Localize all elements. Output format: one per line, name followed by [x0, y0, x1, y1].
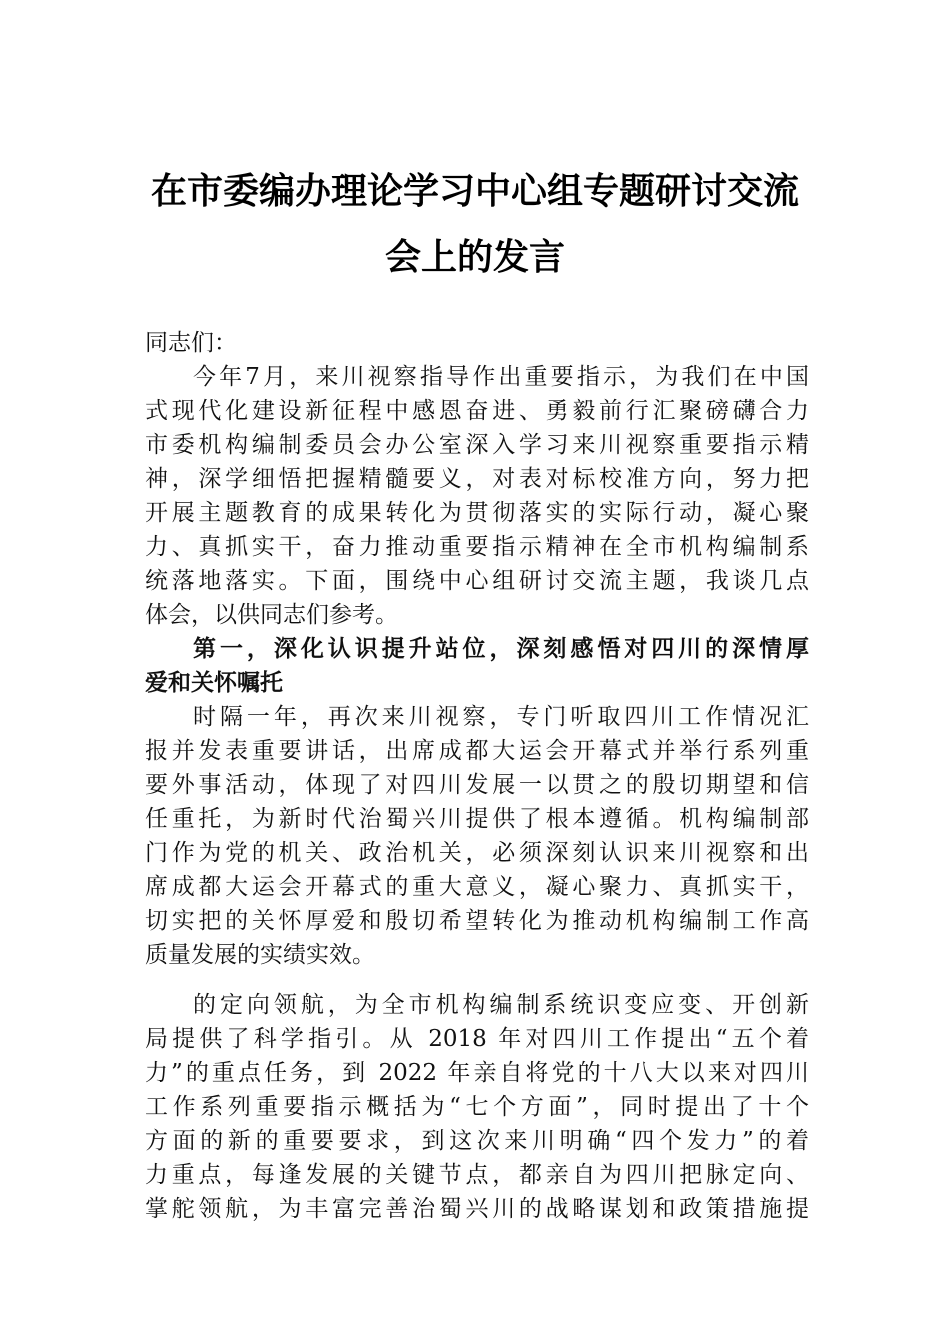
paragraph-line: 的定向领航，为全市机构编制系统识变应变、开创新 [193, 992, 809, 1018]
paragraph-line: 开展主题教育的成果转化为贯彻落实的实际行动，凝心聚 [145, 500, 809, 526]
paragraph-line: 力重点，每逢发展的关键节点，都亲自为四川把脉定向、 [145, 1162, 809, 1188]
document-title-line-1: 在市委编办理论学习中心组专题研讨交流 [150, 170, 799, 212]
paragraph-line: 方面的新的重要要求，到这次来川明确“四个发力”的着 [145, 1128, 809, 1154]
paragraph-line: 市委机构编制委员会办公室深入学习来川视察重要指示精 [145, 432, 809, 458]
paragraph-line: 局提供了科学指引。从 2018 年对四川工作提出“五个着 [145, 1026, 809, 1052]
paragraph-line: 工作系列重要指示概括为“七个方面”，同时提出了十个 [145, 1094, 809, 1120]
paragraph-line: 掌舵领航，为丰富完善治蜀兴川的战略谋划和政策措施提 [145, 1196, 809, 1222]
paragraph-line: 神，深学细悟把握精髓要义，对表对标校准方向，努力把 [145, 466, 809, 492]
paragraph-line: 体会，以供同志们参考。 [145, 602, 398, 628]
paragraph-line: 门作为党的机关、政治机关，必须深刻认识来川视察和出 [145, 840, 809, 866]
paragraph-line: 要外事活动，体现了对四川发展一以贯之的殷切期望和信 [145, 772, 809, 798]
section-heading-line: 爱和关怀嘱托 [145, 670, 283, 696]
paragraph-line: 席成都大运会开幕式的重大意义，凝心聚力、真抓实干， [145, 874, 809, 900]
paragraph-line: 时隔一年，再次来川视察，专门听取四川工作情况汇 [193, 704, 809, 730]
paragraph-line: 力、真抓实干，奋力推动重要指示精神在全市机构编制系 [145, 534, 809, 560]
paragraph-line: 报并发表重要讲话，出席成都大运会开幕式并举行系列重 [145, 738, 809, 764]
paragraph-line: 切实把的关怀厚爱和殷切希望转化为推动机构编制工作高 [145, 908, 809, 934]
salutation: 同志们： [145, 330, 237, 356]
section-heading-line: 第一，深化认识提升站位，深刻感悟对四川的深情厚 [193, 636, 809, 662]
paragraph-line: 力”的重点任务，到 2022 年亲自将党的十八大以来对四川 [145, 1060, 809, 1086]
paragraph-line: 今年7月，来川视察指导作出重要指示，为我们在中国 [193, 364, 809, 390]
document-title-line-2: 会上的发言 [384, 236, 565, 278]
paragraph-line: 质量发展的实绩实效。 [145, 942, 375, 968]
paragraph-line: 式现代化建设新征程中感恩奋进、勇毅前行汇聚磅礴合力 [145, 398, 809, 424]
document-body [145, 326, 809, 1246]
paragraph-line: 统落地落实。下面，围绕中心组研讨交流主题，我谈几点 [145, 568, 809, 594]
paragraph-line: 任重托，为新时代治蜀兴川提供了根本遵循。机构编制部 [145, 806, 809, 832]
